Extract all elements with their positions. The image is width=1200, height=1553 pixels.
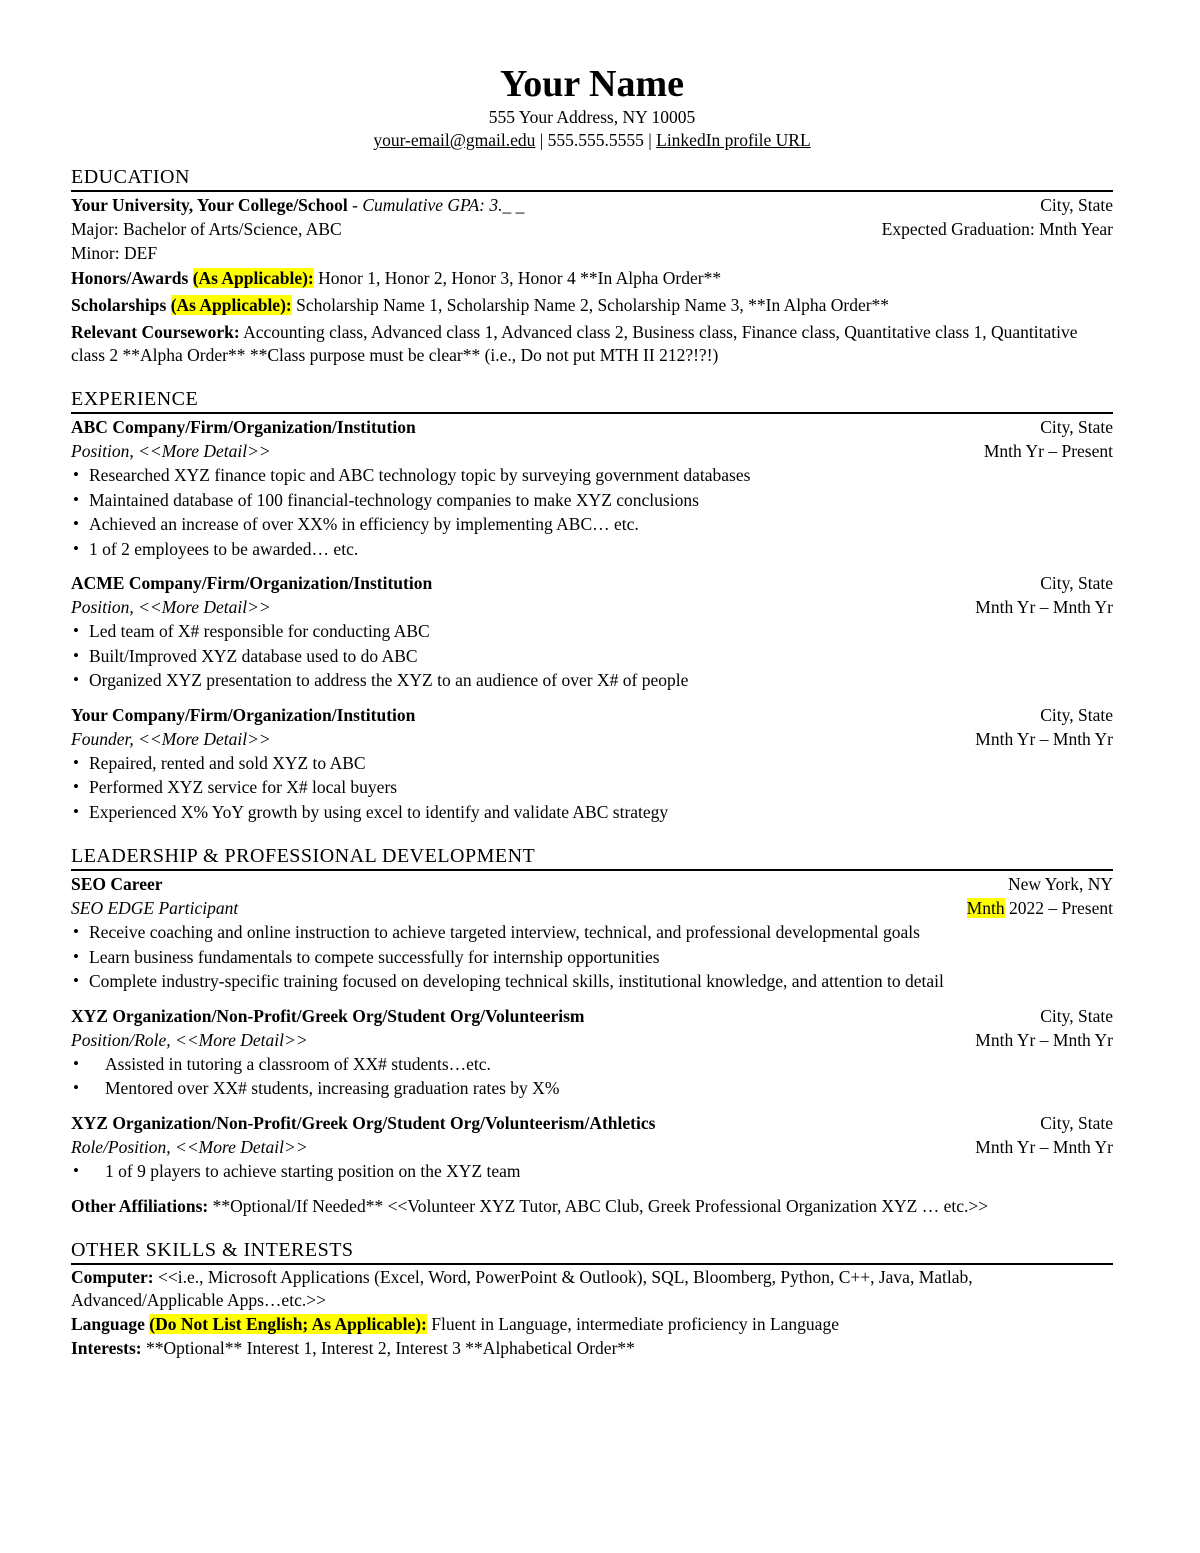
- bullet-item: • 1 of 2 employees to be awarded… etc.: [71, 537, 1113, 562]
- dates: Mnth Yr – Mnth Yr: [975, 1136, 1113, 1157]
- bullet-list: [71, 1159, 1113, 1184]
- computer-skills: [71, 1266, 1113, 1312]
- interests-label: Interests:: [71, 1338, 142, 1358]
- education-school-row: [71, 193, 1113, 217]
- bullet-list: [71, 619, 1113, 693]
- location: City, State: [1040, 1112, 1113, 1133]
- scholarships-text: Scholarship Name 1, Scholarship Name 2, Scholarship Name 3, **In Alpha Order**: [291, 295, 890, 315]
- leadership-heading: LEADERSHIP & PROFESSIONAL DEVELOPMENT: [71, 844, 1113, 871]
- leadership-entry: [71, 1004, 1113, 1101]
- graduation-date: Expected Graduation: Mnth Year: [881, 219, 1113, 239]
- computer-label: Computer:: [71, 1267, 154, 1287]
- education-major-row: [71, 217, 1113, 241]
- gpa-separator: -: [347, 195, 363, 215]
- dates-rest: 2022 – Present: [1004, 898, 1113, 918]
- organization: ACME Company/Firm/Organization/Institution: [71, 573, 433, 593]
- bullet-item: • Built/Improved XYZ database used to do ABC: [71, 644, 1113, 669]
- bullet-item: • Experienced X% YoY growth by using excel to identify and validate ABC strategy: [71, 800, 1113, 825]
- location: City, State: [1040, 417, 1113, 437]
- bullet-item: • 1 of 9 players to achieve starting position on the XYZ team: [71, 1159, 1113, 1184]
- organization: SEO Career: [71, 874, 163, 894]
- language-note: (Do Not List English; As Applicable):: [149, 1314, 427, 1334]
- organization: Your Company/Firm/Organization/Institution: [71, 704, 416, 725]
- school-name: Your University, Your College/School: [71, 195, 348, 215]
- role: Position, <<More Detail>>: [71, 597, 271, 617]
- interests: [71, 1336, 1113, 1360]
- interests-text: **Optional** Interest 1, Interest 2, Interest 3 **Alphabetical Order**: [141, 1338, 635, 1358]
- bullet-item: • Complete industry-specific training focused on developing technical skills, institutional knowledge, and attention to detail: [71, 969, 1113, 994]
- coursework-line: [71, 321, 1113, 367]
- address: 555 Your Address, NY 10005: [488, 107, 696, 127]
- resume-name: Your Name: [499, 63, 684, 105]
- major: Major: Bachelor of Arts/Science, ABC: [71, 219, 342, 239]
- bullet-item: • Repaired, rented and sold XYZ to ABC: [71, 751, 1113, 776]
- organization: XYZ Organization/Non-Profit/Greek Org/Student Org/Volunteerism/Athletics: [71, 1112, 656, 1133]
- honors-line: [71, 265, 1113, 292]
- location: City, State: [1040, 1005, 1113, 1026]
- bullet-item: • Performed XYZ service for X# local buyers: [71, 775, 1113, 800]
- language-skills: [71, 1312, 1113, 1336]
- bullet-item: • Achieved an increase of over XX% in efficiency by implementing ABC… etc.: [71, 512, 1113, 537]
- bullet-list: [71, 463, 1113, 561]
- contact-line: [71, 129, 1113, 152]
- bullet-list: [71, 1052, 1113, 1101]
- dates-month: Mnth: [966, 898, 1005, 918]
- bullet-item: • Assisted in tutoring a classroom of XX# students…etc.: [71, 1052, 1113, 1077]
- scholarships-line: [71, 292, 1113, 319]
- minor: Minor: DEF: [71, 243, 158, 263]
- gpa: Cumulative GPA: 3._ _: [362, 195, 525, 215]
- role: SEO EDGE Participant: [71, 898, 239, 918]
- other-affiliations: [71, 1194, 1113, 1218]
- bullet-item: • Maintained database of 100 financial-technology companies to make XYZ conclusions: [71, 488, 1113, 513]
- location: City, State: [1040, 704, 1113, 725]
- scholarships-note: (As Applicable):: [170, 295, 292, 315]
- skills-heading: OTHER SKILLS & INTERESTS: [71, 1238, 1113, 1265]
- role: Position/Role, <<More Detail>>: [71, 1029, 308, 1050]
- location: City, State: [1040, 573, 1113, 593]
- organization: XYZ Organization/Non-Profit/Greek Org/Student Org/Volunteerism: [71, 1005, 585, 1026]
- affiliations-label: Other Affiliations:: [71, 1196, 209, 1216]
- scholarships-label: Scholarships: [71, 295, 167, 315]
- dates: Mnth Yr – Present: [983, 441, 1113, 461]
- education-heading: EDUCATION: [71, 165, 1113, 192]
- dates: [967, 896, 1113, 920]
- dates: Mnth Yr – Mnth Yr: [975, 728, 1113, 749]
- dates: Mnth Yr – Mnth Yr: [975, 597, 1113, 617]
- bullet-list: [71, 920, 1113, 994]
- coursework-label: Relevant Coursework:: [71, 322, 240, 342]
- honors-note: (As Applicable):: [192, 268, 314, 288]
- language-label: Language: [71, 1314, 145, 1334]
- location: New York, NY: [1007, 874, 1113, 894]
- resume-page: [71, 62, 1113, 1360]
- language-text: Fluent in Language, intermediate proficiency in Language: [426, 1314, 839, 1334]
- role: Role/Position, <<More Detail>>: [71, 1136, 308, 1157]
- experience-entry: [71, 703, 1113, 825]
- computer-text: <<i.e., Microsoft Applications (Excel, Word, PowerPoint & Outlook), SQL, Bloomberg, Python, C++, Java, Matlab, Advanced/Applicable Apps…etc.>>: [71, 1267, 973, 1310]
- leadership-entry: [71, 872, 1113, 994]
- experience-entry: [71, 571, 1113, 693]
- bullet-item: • Mentored over XX# students, increasing graduation rates by X%: [71, 1076, 1113, 1101]
- experience-entry: [71, 415, 1113, 561]
- school-location: City, State: [1040, 195, 1113, 215]
- bullet-item: • Researched XYZ finance topic and ABC technology topic by surveying government databases: [71, 463, 1113, 488]
- linkedin-link[interactable]: LinkedIn profile URL: [656, 130, 811, 150]
- dates: Mnth Yr – Mnth Yr: [975, 1029, 1113, 1050]
- honors-text: Honor 1, Honor 2, Honor 3, Honor 4 **In Alpha Order**: [313, 268, 722, 288]
- experience-heading: EXPERIENCE: [71, 387, 1113, 414]
- bullet-list: [71, 751, 1113, 825]
- bullet-item: • Learn business fundamentals to compete successfully for internship opportunities: [71, 945, 1113, 970]
- bullet-item: • Led team of X# responsible for conducting ABC: [71, 619, 1113, 644]
- email-link[interactable]: your-email@gmail.edu: [373, 130, 536, 150]
- bullet-item: • Receive coaching and online instruction to achieve targeted interview, technical, and professional developmental goals: [71, 920, 1113, 945]
- affiliations-text: **Optional/If Needed** <<Volunteer XYZ Tutor, ABC Club, Greek Professional Organization XYZ … etc.>>: [208, 1196, 989, 1216]
- organization: ABC Company/Firm/Organization/Institution: [71, 417, 416, 437]
- honors-label: Honors/Awards: [71, 268, 189, 288]
- coursework-text: Accounting class, Advanced class 1, Advanced class 2, Business class, Finance class, Quantitative class 1, Quantitative class 2 **Alpha Order** **Class purpose must be clear** (i.e., Do not put MTH II 212?!?!): [71, 322, 1078, 365]
- bullet-item: • Organized XYZ presentation to address the XYZ to an audience of over X# of people: [71, 668, 1113, 693]
- role: Position, <<More Detail>>: [71, 441, 271, 461]
- leadership-entry: [71, 1111, 1113, 1184]
- phone: | 555.555.5555 |: [535, 130, 657, 150]
- role: Founder, <<More Detail>>: [71, 728, 271, 749]
